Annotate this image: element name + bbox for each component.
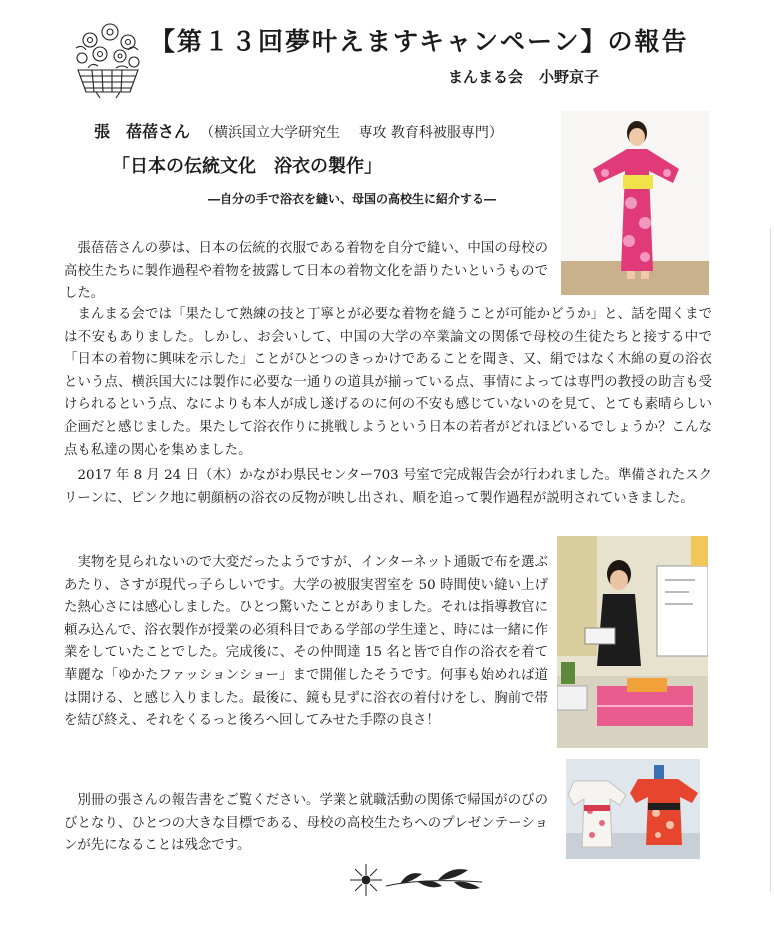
project-subtitle: ―自分の手で浴衣を縫い、母国の高校生に紹介する― [208,192,497,206]
author-name: 小野京子 [539,68,600,86]
organization-name: まんまる会 [448,68,524,86]
page-edge-line [770,228,771,892]
person-name: 張 蓓蓓さん [94,122,191,141]
daisy-branch-icon [342,860,488,900]
project-title: 「日本の伝統文化 浴衣の製作」 [112,156,382,177]
paragraph-2: まんまる会では「果たして熟練の技と丁寧とが必要な着物を縫うことが可能かどうか」と、話を聞くまでは不安もありました。しかし、お会いして、中国の大学の卒業論文の関係で母校の生徒たちと接する中で「日本の着物に興味を示した」ことがひとつのきっかけであることを聞き、又、絹ではなく木綿の夏の浴衣という点、横浜国大には製作に必要な一通りの道具が揃っている点、事情によっては専門の教授の助言も受けられるという点、なによりも本人が成し遂げるのに何の不安も感じていないのを見て、とても素晴らしい企画だと感じました。果たして浴衣作りに挑戦しようという日本の若者がどれほどいるでしょうか？こんな点も私達の関心を集めました。 [64,307,712,458]
flower-basket-logo-icon [68,18,148,100]
byline [448,66,599,87]
photo-presentation [557,536,708,748]
person-line [94,119,503,142]
report-title: 【第１３回夢叶えますキャンペーン】の報告 [150,27,689,56]
person-affiliation: （横浜国立大学研究生 専攻 教育科被服専門） [200,125,503,141]
paragraph-4: 実物を見られないので大変だったようですが、インターネット通販で布を選ぶあたり、さすが現代っ子らしいです。大学の被服実習室を 50 時間使い縫い上げた熱心さには感心しました。ひとつ驚いたことがありました。それは指導教官に頼み込んで、浴衣製作が授業の必須科目である学部の学生達と、時には一緒に作業をしていたことでした。完成後に、その仲間達 15 名と皆で自作の浴衣を着て華麗な「ゆかたファッションショー」まで開催したそうです。何事も始めれば道は開ける、と感じ入りました。最後に、鏡も見ずに浴衣の着付けをし、胸前で帯を結び終え、それをくるっと後ろへ回してみせた手際の良さ！ [64,555,548,729]
photo-yukata-portrait [561,111,709,295]
paragraph-5: 別冊の張さんの報告書をご覧ください。学業と就職活動の関係で帰国がのびのびとなり、ひとつの大きな目標である、母校の高校生たちへのプレゼンテーションが先になることは残念です。 [64,793,548,854]
paragraph-1: 張蓓蓓さんの夢は、日本の伝統的衣服である着物を自分で縫い、中国の母校の高校生たちに製作過程や着物を披露して日本の着物文化を語りたいというものでした。 [64,241,548,302]
paragraph-3: 2017 年 8 月 24 日（木）かながわ県民センター703 号室で完成報告会が行われました。準備されたスクリーンに、ピンク地に朝顔柄の浴衣の反物が映し出され、順を追って製作過程が説明されていきました。 [64,468,712,506]
photo-kimono-samples [566,759,700,859]
